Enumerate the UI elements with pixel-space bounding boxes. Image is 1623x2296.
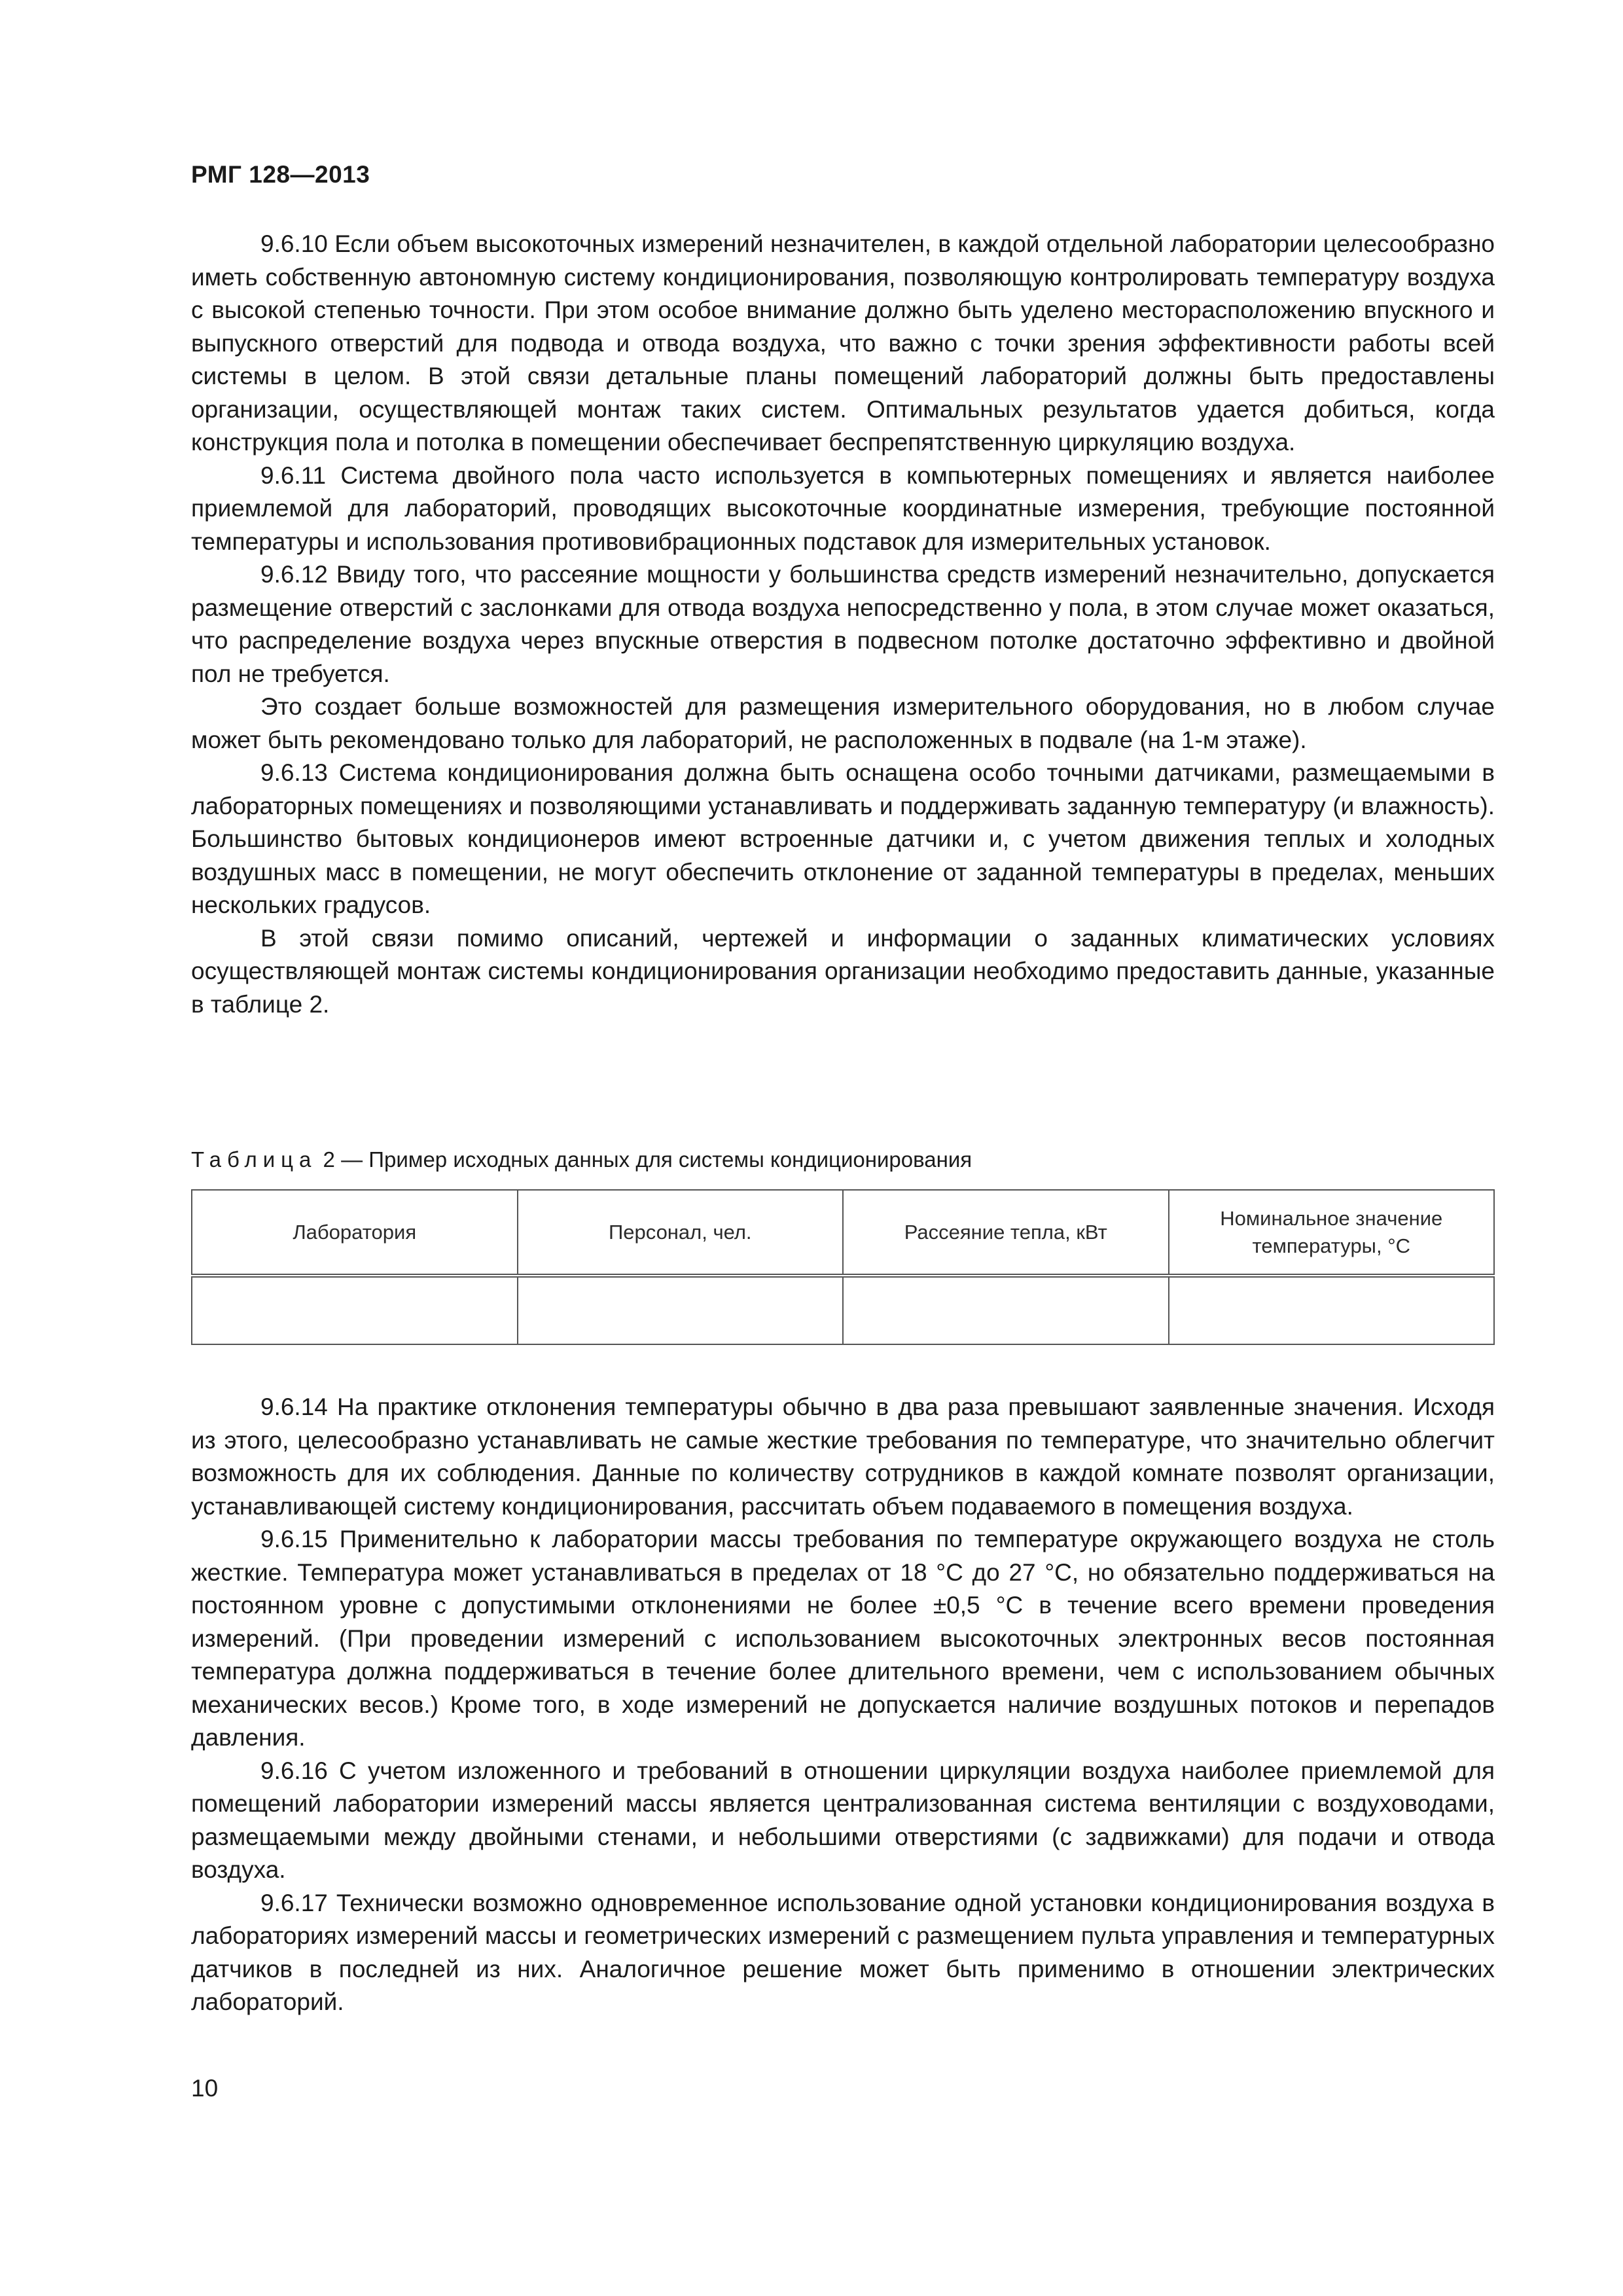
- table-cell: [1169, 1276, 1495, 1344]
- table-row: [192, 1276, 1494, 1344]
- paragraph-9-6-13-continuation: В этой связи помимо описаний, чертежей и информации о заданных климатических условиях осуществляющей монтаж системы кондиционирования организации необходимо предоставить данные, указанные в таблице 2.: [191, 924, 1495, 1018]
- column-header-heat-dissipation: Рассеяние тепла, кВт: [843, 1190, 1169, 1276]
- table-cell: [192, 1276, 518, 1344]
- paragraph-9-6-11: 9.6.11 Система двойного пола часто используется в компьютерных помещениях и является наиболее приемлемой для лабораторий, проводящих высокоточные координатные измерения, требующие постоянной температуры и использования противовибрационных подставок для измерительных установок.: [191, 461, 1495, 555]
- table-cell: [518, 1276, 844, 1344]
- paragraph-9-6-17: 9.6.17 Технически возможно одновременное использование одной установки кондиционирования воздуха в лабораториях измерений массы и геометрических измерений с размещением пульта управления и температурных датчиков в последней из них. Аналогичное решение может быть применимо в отношении электрических лабораторий.: [191, 1889, 1495, 2015]
- table-caption: [191, 1147, 972, 1172]
- table-header-row: [192, 1190, 1494, 1276]
- paragraph-9-6-14: 9.6.14 На практике отклонения температуры обычно в два раза превышают заявленные значения. Исходя из этого, целесообразно устанавливать не самые жесткие требования по температуре, что значительно облегчит возможность для их соблюдения. Данные по количеству сотрудников в каждой комнате позволят организации, устанавливающей систему кондиционирования, рассчитать объем подаваемого в помещения воздуха.: [191, 1393, 1495, 1520]
- column-header-nominal-temperature: Номинальное значение температуры, °С: [1169, 1190, 1495, 1276]
- document-page: [191, 0, 1495, 2296]
- column-header-personnel: Персонал, чел.: [518, 1190, 844, 1276]
- table-caption-title: 2 — Пример исходных данных для системы кондиционирования: [317, 1147, 972, 1172]
- paragraph-9-6-13: 9.6.13 Система кондиционирования должна быть оснащена особо точными датчиками, размещаемыми в лабораторных помещениях и позволяющими устанавливать и поддерживать заданную температуру (и влажность). Большинство бытовых кондиционеров имеют встроенные датчики и, с учетом движения теплых и холодных воздушных масс в помещении, не могут обеспечить отклонение от заданной температуры в пределах, меньших нескольких градусов.: [191, 759, 1495, 918]
- paragraph-9-6-15: 9.6.15 Применительно к лаборатории массы требования по температуре окружающего воздуха не столь жесткие. Температура может устанавливаться в пределах от 18 °С до 27 °С, но обязательно поддерживаться на постоянном уровне с допустимыми отклонениями не более ±0,5 °С в течение всего времени проведения измерений. (При проведении измерений с использованием высокоточных электронных весов постоянная температура должна поддерживаться в течение более длительного времени, чем с использованием обычных механических весов.) Кроме того, в ходе измерений не допускается наличие воздушных потоков и перепадов давления.: [191, 1526, 1495, 1751]
- text-section-bottom: [191, 1391, 1495, 2019]
- text-section-top: [191, 228, 1495, 1021]
- paragraph-9-6-12-continuation: Это создает больше возможностей для размещения измерительного оборудования, но в любом случае может быть рекомендовано только для лабораторий, не расположенных в подвале (на 1-м этаже).: [191, 693, 1495, 753]
- table-caption-prefix: Таблица: [191, 1147, 317, 1172]
- column-header-laboratory: Лаборатория: [192, 1190, 518, 1276]
- paragraph-9-6-16: 9.6.16 С учетом изложенного и требований в отношении циркуляции воздуха наиболее приемлемой для помещений лаборатории измерений массы является централизованная система вентиляции с воздуховодами, размещаемыми между двойными стенами, и небольшими отверстиями (с задвижками) для подачи и отвода воздуха.: [191, 1757, 1495, 1883]
- document-code-header: РМГ 128—2013: [191, 161, 370, 188]
- page-number: 10: [191, 2075, 219, 2102]
- paragraph-9-6-10: 9.6.10 Если объем высокоточных измерений незначителен, в каждой отдельной лаборатории целесообразно иметь собственную автономную систему кондиционирования, позволяющую контролировать температуру воздуха с высокой степенью точности. При этом особое внимание должно быть уделено месторасположению впускного и выпускного отверстий для подвода и отвода воздуха, что важно с точки зрения эффективности работы всей системы в целом. В этой связи детальные планы помещений лабораторий должны быть предоставлены организации, осуществляющей монтаж таких систем. Оптимальных результатов удается добиться, когда конструкция пола и потолка в помещении обеспечивает беспрепятственную циркуляцию воздуха.: [191, 230, 1495, 456]
- paragraph-9-6-12: 9.6.12 Ввиду того, что рассеяние мощности у большинства средств измерений незначительно, допускается размещение отверстий с заслонками для отвода воздуха непосредственно у пола, в этом случае может оказаться, что распределение воздуха через впускные отверстия в подвесном потолке достаточно эффективно и двойной пол не требуется.: [191, 561, 1495, 687]
- table-cell: [843, 1276, 1169, 1344]
- air-conditioning-data-table: [191, 1189, 1495, 1345]
